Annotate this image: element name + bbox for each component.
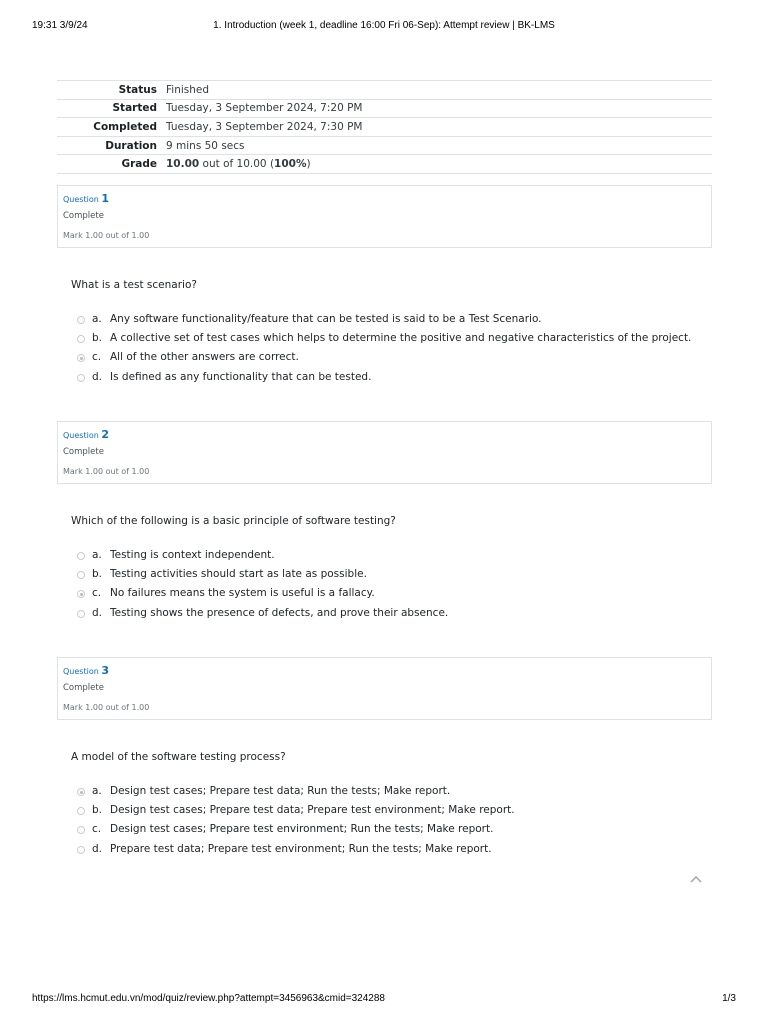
summary-label: Status (57, 81, 166, 100)
question-info-box (57, 657, 712, 720)
answer-text: Testing shows the presence of defects, and prove their absence. (110, 606, 449, 619)
question-number (63, 192, 109, 205)
question-number (63, 664, 109, 677)
question-number-value: 3 (101, 664, 109, 677)
answer-option (77, 332, 717, 351)
answer-letter: b. (92, 332, 103, 345)
answer-letter: d. (92, 606, 103, 619)
answer-letter: c. (92, 587, 102, 600)
question-state: Complete (63, 447, 104, 457)
answer-letter: d. (92, 842, 103, 855)
summary-row-duration (57, 136, 712, 155)
answer-letter: b. (92, 804, 103, 817)
answer-list (77, 785, 717, 862)
radio-button-selected[interactable] (77, 354, 85, 362)
answer-letter: b. (92, 568, 103, 581)
question-number-value: 1 (101, 192, 109, 205)
answer-text: Design test cases; Prepare test data; Run the tests; Make report. (110, 785, 451, 797)
grade-percent: 100% (274, 158, 307, 171)
summary-label: Grade (57, 155, 166, 174)
summary-row-started (57, 99, 712, 118)
answer-text: All of the other answers are correct. (110, 351, 299, 364)
answer-text: Prepare test data; Prepare test environment; Run the tests; Make report. (110, 842, 492, 855)
answer-option (77, 804, 717, 823)
summary-row-grade (57, 155, 712, 174)
question-label: Question (63, 431, 99, 440)
radio-button[interactable] (77, 610, 85, 618)
answer-letter: d. (92, 370, 103, 383)
question-mark: Mark 1.00 out of 1.00 (63, 231, 150, 240)
summary-label: Duration (57, 136, 166, 155)
answer-list (77, 549, 717, 626)
chevron-up-icon (690, 875, 702, 883)
radio-button[interactable] (77, 826, 85, 834)
attempt-summary-table (57, 80, 712, 174)
print-page-number: 1/3 (722, 993, 736, 1004)
radio-button[interactable] (77, 846, 85, 854)
back-to-top-button[interactable] (689, 872, 703, 886)
radio-button-selected[interactable] (77, 590, 85, 598)
question-mark: Mark 1.00 out of 1.00 (63, 703, 150, 712)
answer-list (77, 313, 717, 390)
answer-text: Design test cases; Prepare test data; Prepare test environment; Make report. (110, 804, 515, 817)
question-mark: Mark 1.00 out of 1.00 (63, 467, 150, 476)
question-label: Question (63, 667, 99, 676)
summary-row-completed (57, 118, 712, 137)
radio-button[interactable] (77, 571, 85, 579)
question-state: Complete (63, 683, 104, 693)
answer-text: Testing activities should start as late as possible. (110, 568, 367, 581)
answer-text: Testing is context independent. (110, 549, 275, 561)
answer-option (77, 843, 717, 862)
answer-option (77, 568, 717, 587)
answer-text: Is defined as any functionality that can be tested. (110, 370, 372, 383)
grade-out-of: out of 10.00 ( (199, 158, 275, 171)
answer-option (77, 313, 717, 332)
answer-letter: c. (92, 823, 102, 836)
answer-letter: a. (92, 785, 102, 797)
answer-option (77, 587, 717, 606)
grade-score: 10.00 (166, 158, 200, 171)
radio-button[interactable] (77, 374, 85, 382)
answer-letter: a. (92, 549, 102, 561)
answer-option (77, 823, 717, 842)
answer-letter: a. (92, 313, 102, 325)
answer-letter: c. (92, 351, 102, 364)
summary-value: Tuesday, 3 September 2024, 7:30 PM (166, 118, 712, 137)
question-text: What is a test scenario? (71, 279, 197, 291)
summary-label: Completed (57, 118, 166, 137)
question-state: Complete (63, 211, 104, 221)
answer-option (77, 351, 717, 370)
question-number-value: 2 (101, 428, 109, 441)
print-page-title: 1. Introduction (week 1, deadline 16:00 Fri 06-Sep): Attempt review | BK-LMS (213, 20, 555, 31)
answer-text: Design test cases; Prepare test environment; Run the tests; Make report. (110, 823, 494, 836)
summary-value: Finished (166, 81, 712, 100)
radio-button-selected[interactable] (77, 788, 85, 796)
answer-option (77, 607, 717, 626)
print-header (32, 20, 736, 34)
answer-text: Any software functionality/feature that can be tested is said to be a Test Scenario. (110, 313, 542, 325)
print-url: https://lms.hcmut.edu.vn/mod/quiz/review.php?attempt=3456963&cmid=324288 (32, 993, 385, 1004)
print-footer (32, 993, 736, 1007)
answer-text: No failures means the system is useful is a fallacy. (110, 587, 375, 600)
question-text: Which of the following is a basic principle of software testing? (71, 515, 396, 527)
print-datetime: 19:31 3/9/24 (32, 20, 88, 31)
answer-option (77, 371, 717, 390)
summary-label: Started (57, 99, 166, 118)
question-number (63, 428, 109, 441)
summary-value: 9 mins 50 secs (166, 136, 712, 155)
grade-close: ) (306, 158, 311, 171)
answer-text: A collective set of test cases which helps to determine the positive and negative characteristics of the project. (110, 332, 692, 345)
answer-option (77, 785, 717, 804)
radio-button[interactable] (77, 316, 85, 324)
question-label: Question (63, 195, 99, 204)
question-info-box (57, 421, 712, 484)
radio-button[interactable] (77, 552, 85, 560)
radio-button[interactable] (77, 807, 85, 815)
question-text: A model of the software testing process? (71, 751, 286, 763)
grade-value (166, 155, 712, 174)
answer-option (77, 549, 717, 568)
summary-row-status (57, 81, 712, 100)
question-info-box (57, 185, 712, 248)
radio-button[interactable] (77, 335, 85, 343)
summary-value: Tuesday, 3 September 2024, 7:20 PM (166, 99, 712, 118)
